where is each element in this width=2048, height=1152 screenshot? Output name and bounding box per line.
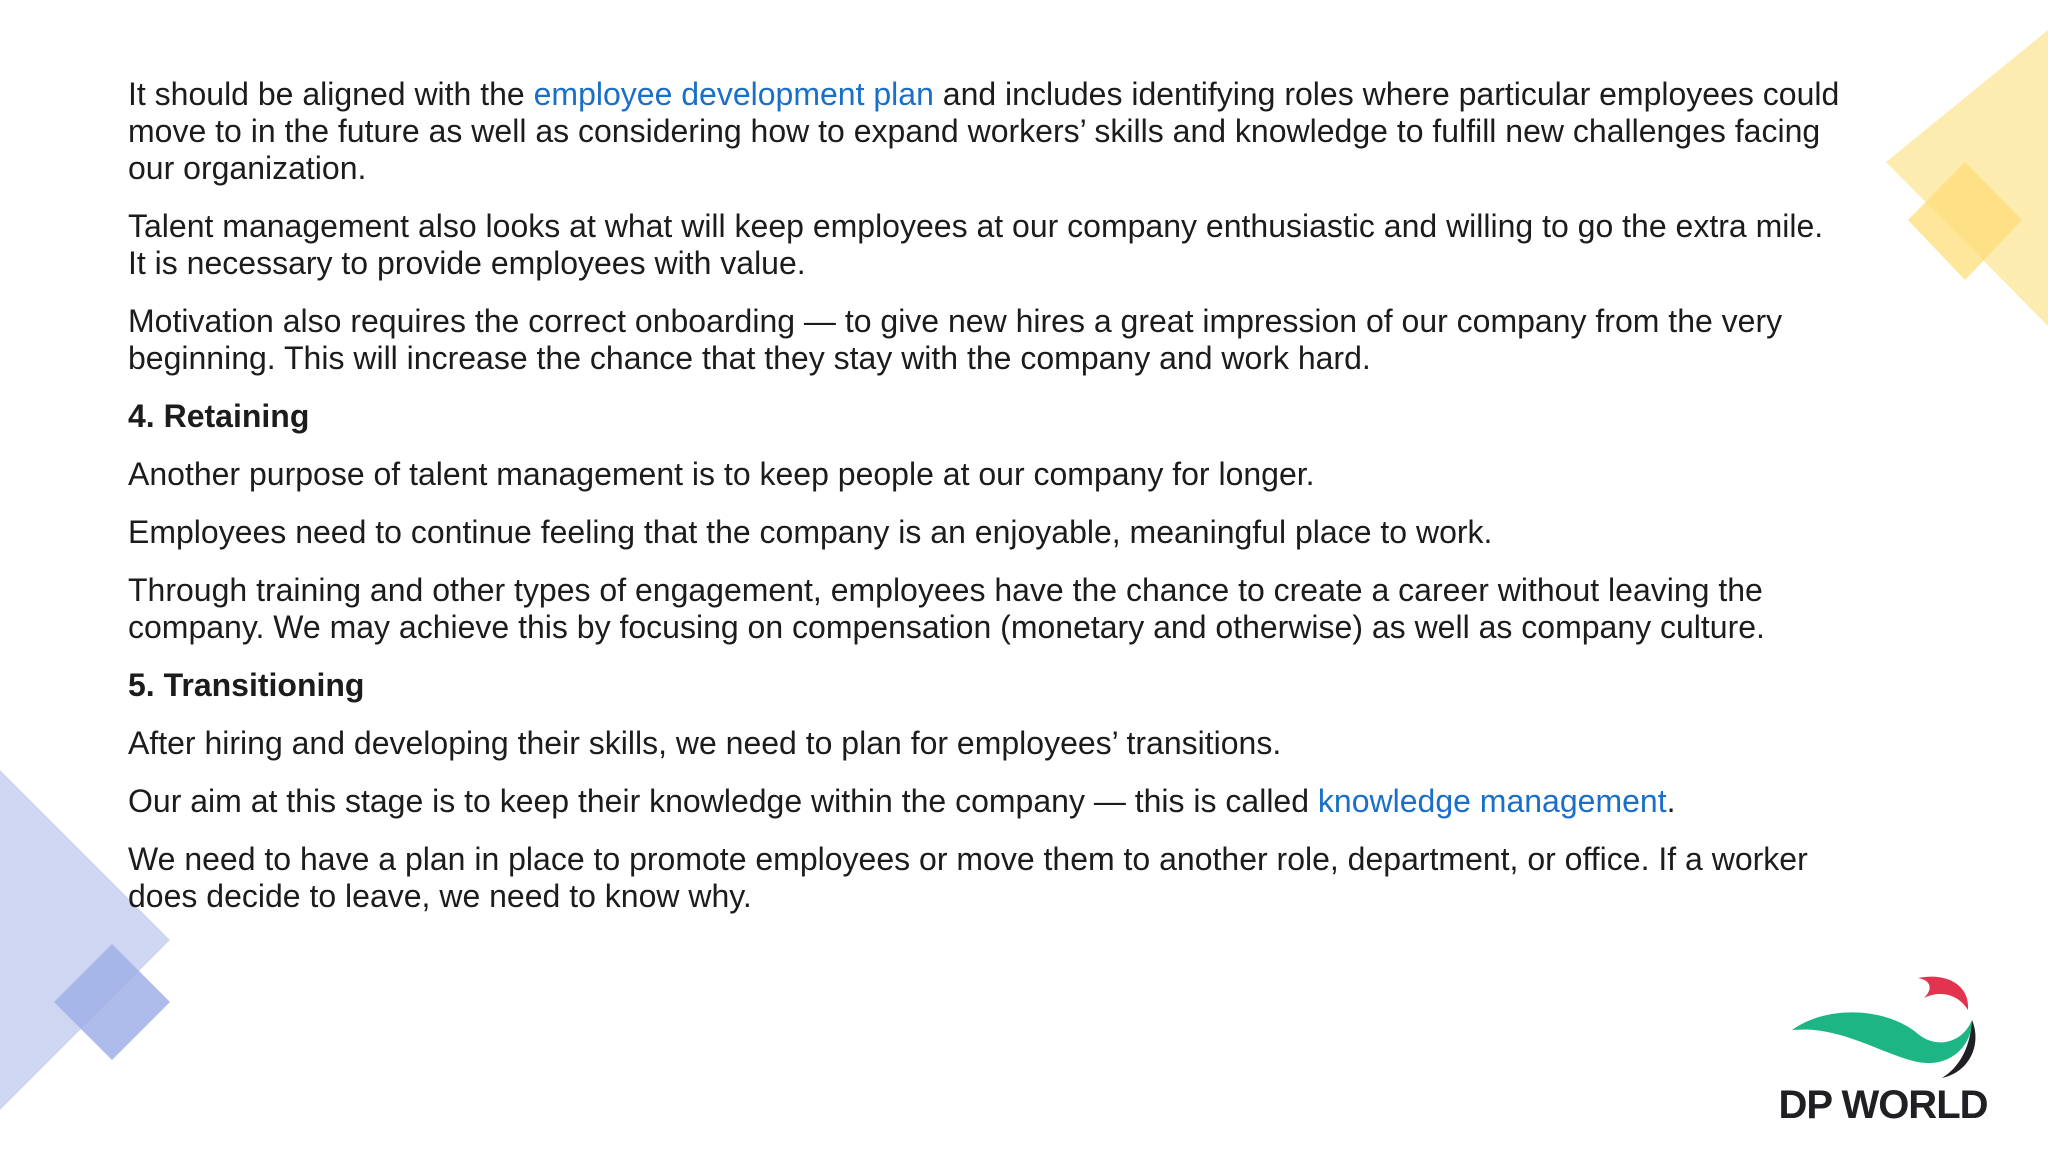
heading-transitioning: 5. Transitioning — [128, 667, 365, 703]
decorative-shape-yellow — [1860, 0, 2048, 340]
paragraph-transitions: After hiring and developing their skills, we need to plan for employees’ transitions. — [128, 725, 1282, 761]
paragraph-enjoyable: Employees need to continue feeling that the company is an enjoyable, meaningful place to work. — [128, 514, 1493, 550]
paragraph-text: move to in the future as well as considering how to expand workers’ skills and knowledge to fulfill new challenges facing our organization. — [128, 113, 1821, 186]
document-body — [128, 76, 1848, 936]
paragraph-value: Talent management also looks at what will keep employees at our company enthusiastic and willing to go the extra mile. It is necessary to provide employees with value. — [128, 208, 1824, 281]
paragraph-alignment — [128, 76, 1848, 187]
heading-retaining: 4. Retaining — [128, 398, 310, 434]
employee-development-plan-link[interactable]: employee development plan — [533, 76, 934, 112]
knowledge-management-link[interactable]: knowledge management — [1317, 783, 1667, 819]
paragraph-text: . — [1666, 783, 1676, 819]
paragraph-onboarding: Motivation also requires the correct onboarding — to give new hires a great impression of our company from the very beginning. This will increase the chance that they stay with the company and work hard. — [128, 303, 1783, 376]
dp-world-wordmark: DP WORLD — [1778, 1083, 1988, 1127]
paragraph-retain-purpose: Another purpose of talent management is to keep people at our company for longer. — [128, 456, 1315, 492]
paragraph-text: Our aim at this stage is to keep their knowledge within the company — this is called — [128, 783, 1318, 819]
paragraph-text: and includes identifying roles where particular employees could — [933, 76, 1840, 112]
dp-world-swoosh-icon — [1758, 964, 2008, 1084]
paragraph-promote: We need to have a plan in place to promote employees or move them to another role, department, or office. If a worker does decide to leave, we need to know why. — [128, 841, 1808, 914]
paragraph-text: It should be aligned with the — [128, 76, 534, 112]
paragraph-training: Through training and other types of engagement, employees have the chance to create a career without leaving the company. We may achieve this by focusing on compensation (monetary and otherwise) as well as company culture. — [128, 572, 1765, 645]
dp-world-logo — [1758, 964, 2008, 1134]
paragraph-knowledge — [128, 783, 1848, 820]
